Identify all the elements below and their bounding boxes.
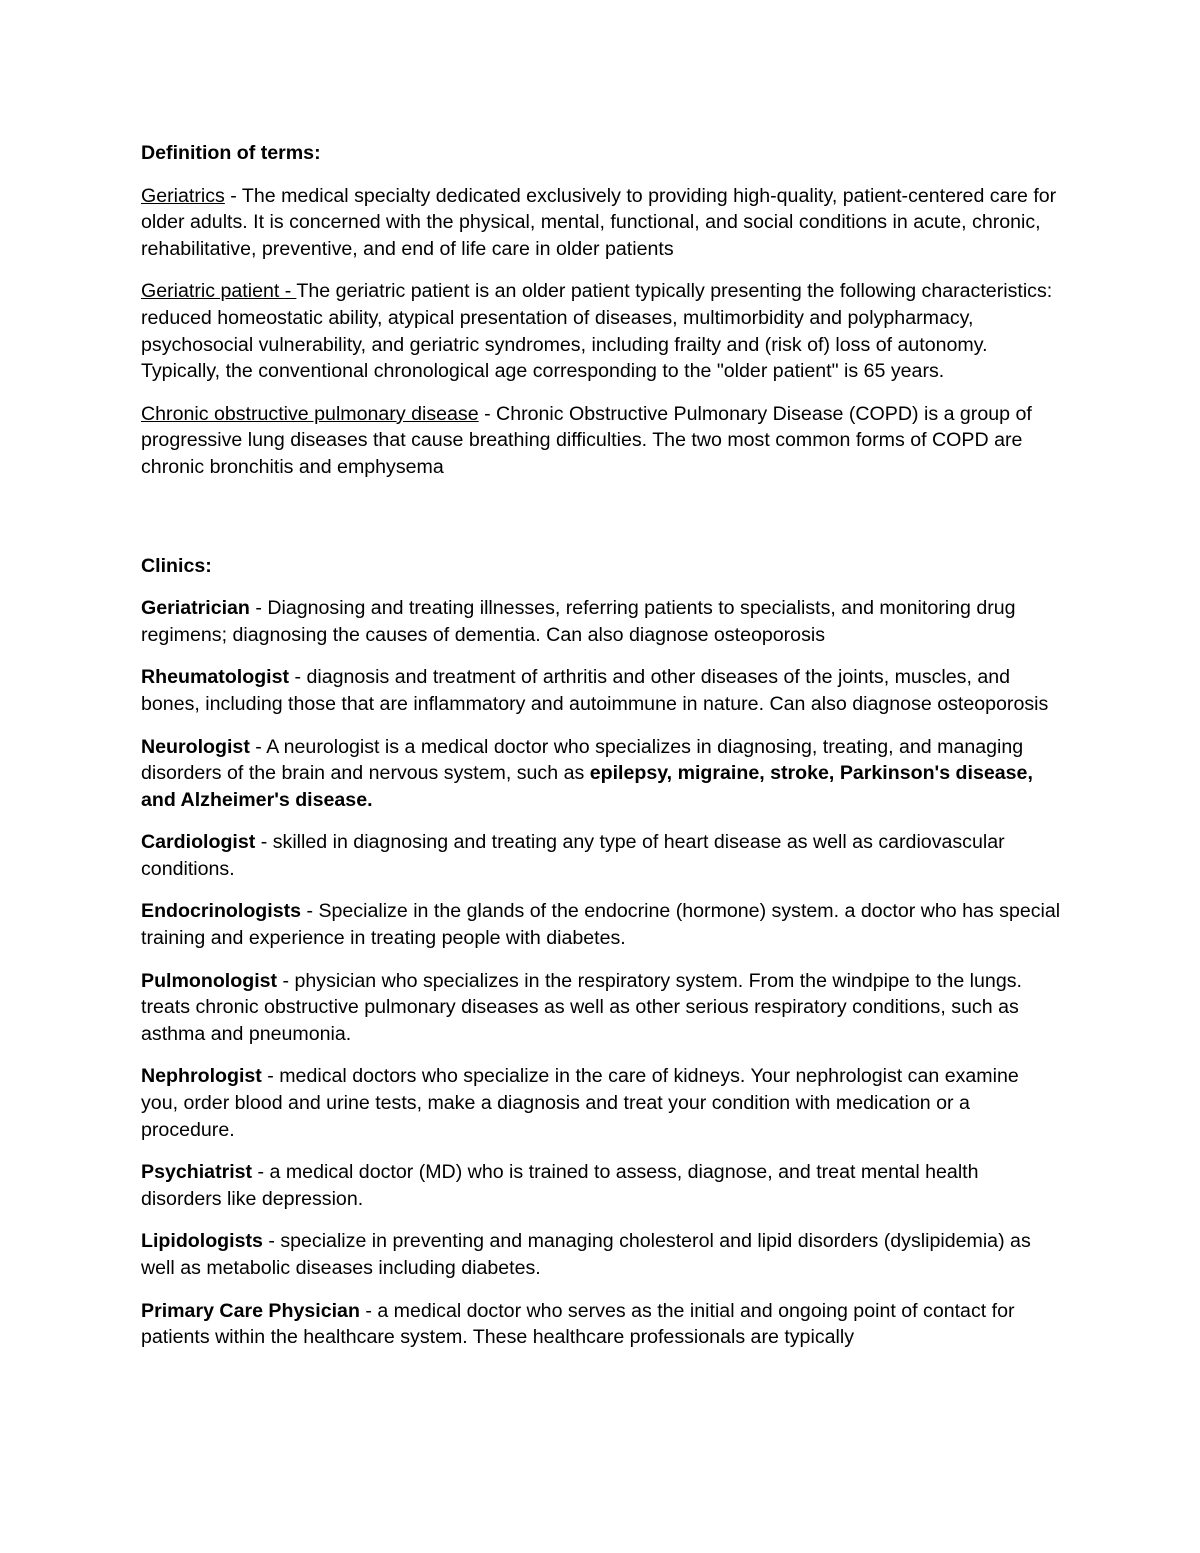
clinic-geriatrician <box>141 595 1061 648</box>
definition-text: The medical specialty dedicated exclusively to providing high-quality, patient-centered care for older adults. It is concerned with the physical, mental, functional, and social conditions in acute, chronic, rehabilitative, preventive, and end of life care in older patients <box>141 184 1057 260</box>
definition-text: The geriatric patient is an older patient typically presenting the following characteristics: reduced homeostatic ability, atypical presentation of diseases, multimorbidity and polypharmacy, psychosocial vulnerability, and geriatric syndromes, including frailty and (risk of) loss of autonomy. Typically, the conventional chronological age corresponding to the "older patient" is 65 years. <box>141 280 1053 383</box>
clinic-emphasis: epilepsy, migraine, stroke, Parkinson's disease, and Alzheimer's disease. <box>141 762 1033 811</box>
clinic-rheumatologist <box>141 664 1061 717</box>
clinic-text: - a medical doctor (MD) who is trained to assess, diagnose, and treat mental health disorders like depression. <box>141 1161 979 1210</box>
clinic-pulmonologist <box>141 968 1061 1048</box>
definition-separator: - <box>284 280 297 303</box>
clinic-text: - Specialize in the glands of the endocrine (hormone) system. a doctor who has special training and experience in treating people with diabetes. <box>141 900 1061 950</box>
clinic-term: Rheumatologist <box>141 666 290 689</box>
definitions-heading: Definition of terms: <box>141 142 321 164</box>
definition-geriatric-patient <box>141 278 1061 384</box>
definition-term: Geriatrics <box>141 184 225 207</box>
clinic-term: Primary Care Physician <box>141 1299 360 1322</box>
clinic-term: Lipidologists <box>141 1230 263 1253</box>
definition-geriatrics <box>141 183 1061 263</box>
clinic-psychiatrist <box>141 1159 1061 1212</box>
document-page <box>141 140 1061 1367</box>
clinic-text: - diagnosis and treatment of arthritis and other diseases of the joints, muscles, and bones, including those that are inflammatory and autoimmune in nature. Can also diagnose osteoporosis <box>141 666 1049 715</box>
clinic-term: Geriatrician <box>141 597 250 620</box>
clinic-neurologist <box>141 734 1061 814</box>
clinic-term: Nephrologist <box>141 1065 262 1088</box>
clinic-text: - A neurologist is a medical doctor who specializes in diagnosing, treating, and managing disorders of the brain and nervous system, such as <box>141 735 1024 785</box>
clinics-heading: Clinics: <box>141 554 212 577</box>
clinic-primary-care-physician <box>141 1298 1061 1351</box>
definition-copd <box>141 401 1061 481</box>
clinic-endocrinologists <box>141 898 1061 951</box>
clinic-text: - specialize in preventing and managing cholesterol and lipid disorders (dyslipidemia) as well as metabolic diseases including diabetes. <box>141 1230 1031 1279</box>
definition-separator: - <box>224 184 242 207</box>
clinic-text: - physician who specializes in the respiratory system. From the windpipe to the lungs. treats chronic obstructive pulmonary diseases as well as other serious respiratory conditions, such as asthma and pneumonia. <box>141 969 1022 1045</box>
clinic-term: Pulmonologist <box>141 969 278 992</box>
definition-separator: - <box>478 402 497 425</box>
clinic-term: Neurologist <box>141 735 250 758</box>
definition-term: Geriatric patient <box>141 280 285 303</box>
clinic-cardiologist <box>141 829 1061 882</box>
clinic-lipidologists <box>141 1228 1061 1281</box>
clinic-term: Endocrinologists <box>141 900 302 923</box>
clinic-term: Cardiologist <box>141 831 256 854</box>
definition-term: Chronic obstructive pulmonary disease <box>141 402 479 425</box>
clinic-term: Psychiatrist <box>141 1161 253 1184</box>
definition-text: Chronic Obstructive Pulmonary Disease (COPD) is a group of progressive lung diseases that cause breathing difficulties. The two most common forms of COPD are chronic bronchitis and emphysema <box>141 402 1032 478</box>
clinic-text: - skilled in diagnosing and treating any type of heart disease as well as cardiovascular conditions. <box>141 831 1005 880</box>
clinic-nephrologist <box>141 1063 1061 1143</box>
clinic-text: - medical doctors who specialize in the care of kidneys. Your nephrologist can examine you, order blood and urine tests, make a diagnosis and treat your condition with medication or a procedure. <box>141 1065 1019 1141</box>
clinic-text: - Diagnosing and treating illnesses, referring patients to specialists, and monitoring drug regimens; diagnosing the causes of dementia. Can also diagnose osteoporosis <box>141 597 1016 646</box>
clinic-text: - a medical doctor who serves as the initial and ongoing point of contact for patients within the healthcare system. These healthcare professionals are typically <box>141 1299 1015 1349</box>
